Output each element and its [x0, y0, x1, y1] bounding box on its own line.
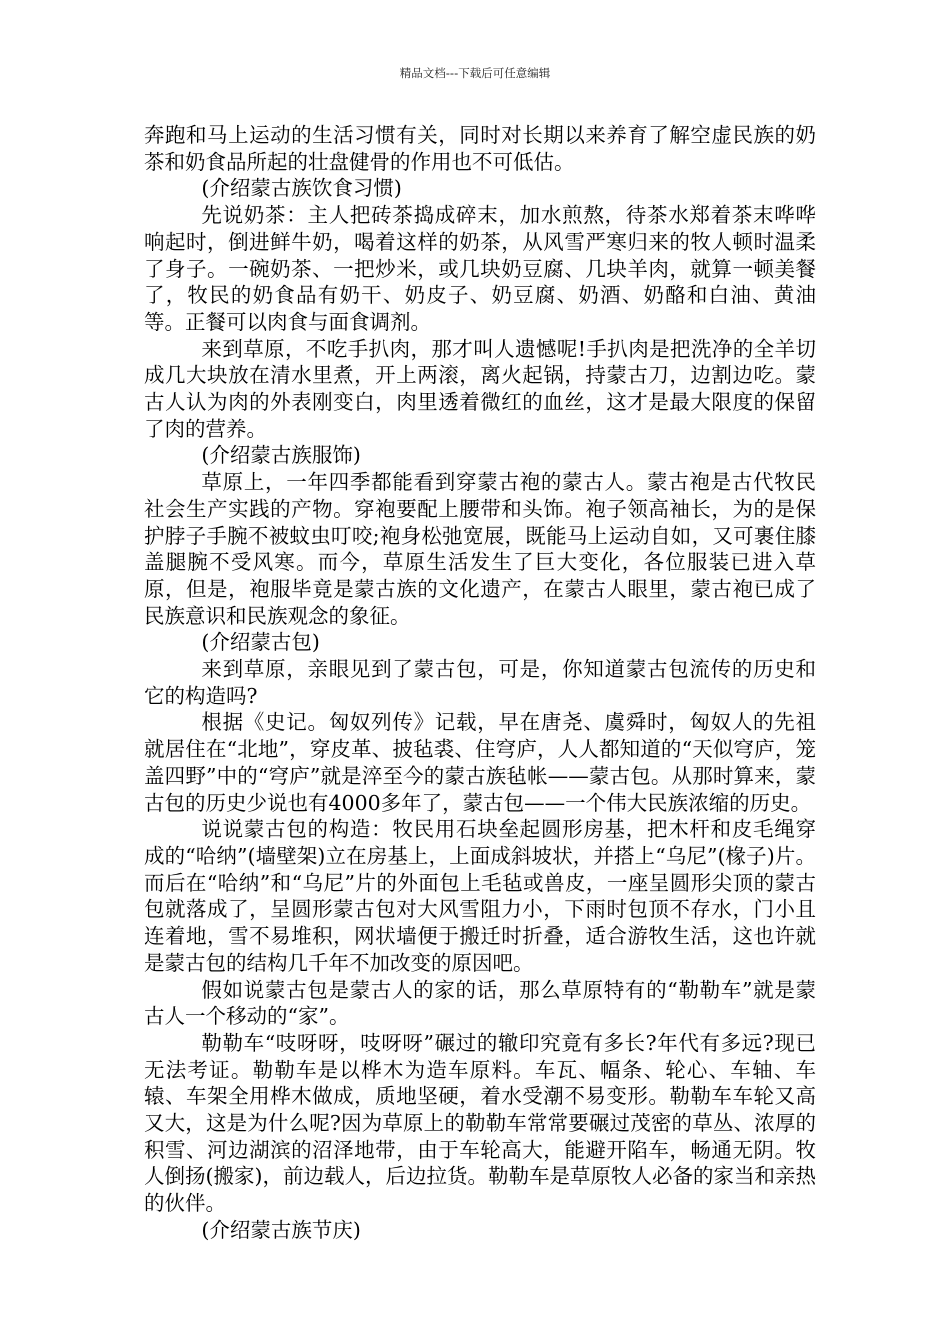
- section-heading-festival: (介绍蒙古族节庆): [201, 1217, 361, 1242]
- paragraph-yurt-structure: 说说蒙古包的构造：牧民用石块垒起圆形房基，把木杆和皮毛绳穿成的“哈纳”(墙壁架)立在房基上，上面成斜坡状，并搭上“乌尼”(椽子)片。而后在“哈纳”和“乌尼”片的外面包上毛毡或兽皮，一座呈圆形尖顶的蒙古包就落成了，呈圆形蒙古包对大风雪阻力小，下雨时包顶不存水，门小且连着地，雪不易堆积，网状墙便于搬迁时折叠，适合游牧生活，这也许就是蒙古包的结构几千年不加改变的原因吧。: [144, 817, 816, 975]
- section-heading-yurt: (介绍蒙古包): [201, 630, 320, 655]
- paragraph-mongol-robe: 草原上，一年四季都能看到穿蒙古袍的蒙古人。蒙古袍是古代牧民社会生产实践的产物。穿袍要配上腰带和头饰。袍子领高袖长，为的是保护脖子手腕不被蚊虫叮咬;袍身松弛宽展，既能马上运动自如，又可裹住膝盖腿腕不受风寒。而今，草原生活发生了巨大变化，各位服装已进入草原，但是，袍服毕竟是蒙古族的文化遗产，在蒙古人眼里，蒙古袍已成了民族意识和民族观念的象征。: [144, 470, 816, 628]
- paragraph-yurt-intro: 来到草原，亲眼见到了蒙古包，可是，你知道蒙古包流传的历史和它的构造吗?: [144, 657, 816, 708]
- paragraph-milk-tea: 先说奶茶：主人把砖茶捣成碎末，加水煎熬，待茶水郑着茶末哗哗响起时，倒进鲜牛奶，喝着这样的奶茶，从风雪严寒归来的牧人顿时温柔了身子。一碗奶茶、一把炒米，或几块奶豆腐、几块羊肉，就算一顿美餐了，牧民的奶食品有奶干、奶皮子、奶豆腐、奶酒、奶酪和白油、黄油等。正餐可以肉食与面食调剂。: [144, 203, 816, 334]
- paragraph-hand-meat: 来到草原，不吃手扒肉，那才叫人遗憾呢!手扒肉是把洗净的全羊切成几大块放在清水里煮，开上两滚，离火起锅，持蒙古刀，边割边吃。蒙古人认为肉的外表刚变白，肉里透着微红的血丝，这才是最大限度的保留了肉的营养。: [144, 336, 816, 441]
- paragraph-cart-detail: 勒勒车“吱呀呀，吱呀呀”碾过的辙印究竟有多长?年代有多远?现已无法考证。勒勒车是以桦木为造车原料。车瓦、幅条、轮心、车轴、车辕、车架全用桦木做成，质地坚硬，着水受潮不易变形。勒勒车车轮又高又大，这是为什么呢?因为草原上的勒勒车常常要碾过茂密的草丛、浓厚的积雪、河边湖滨的沼泽地带，由于车轮高大，能避开陷车，畅通无阴。牧人倒扬(搬家)，前边载人，后边拉货。勒勒车是草原牧人必备的家当和亲热的伙伴。: [144, 1030, 816, 1216]
- page-header: 精品文档---下载后可任意编辑: [399, 66, 551, 80]
- paragraph-yurt-history: 根据《史记。匈奴列传》记载，早在唐尧、虞舜时，匈奴人的先祖就居住在“北地”，穿皮革、披毡裘、住穹庐，人人都知道的“天似穹庐，笼盖四野”中的“穹庐”就是淬至今的蒙古族毡帐——蒙古包。从那时算来，蒙古包的历史少说也有4000多年了，蒙古包——一个伟大民族浓缩的历史。: [144, 710, 816, 815]
- paragraph-cart-intro: 假如说蒙古包是蒙古人的家的话，那么草原特有的“勒勒车”就是蒙古人一个移动的“家”。: [144, 977, 816, 1029]
- section-heading-clothing: (介绍蒙古族服饰): [201, 443, 361, 468]
- paragraph-continued: 奔跑和马上运动的生活习惯有关，同时对长期以来养育了解空虚民族的奶茶和奶食品所起的壮盘健骨的作用也不可低估。: [144, 123, 816, 174]
- section-heading-diet: (介绍蒙古族饮食习惯): [201, 176, 402, 201]
- document-body: [144, 122, 816, 1244]
